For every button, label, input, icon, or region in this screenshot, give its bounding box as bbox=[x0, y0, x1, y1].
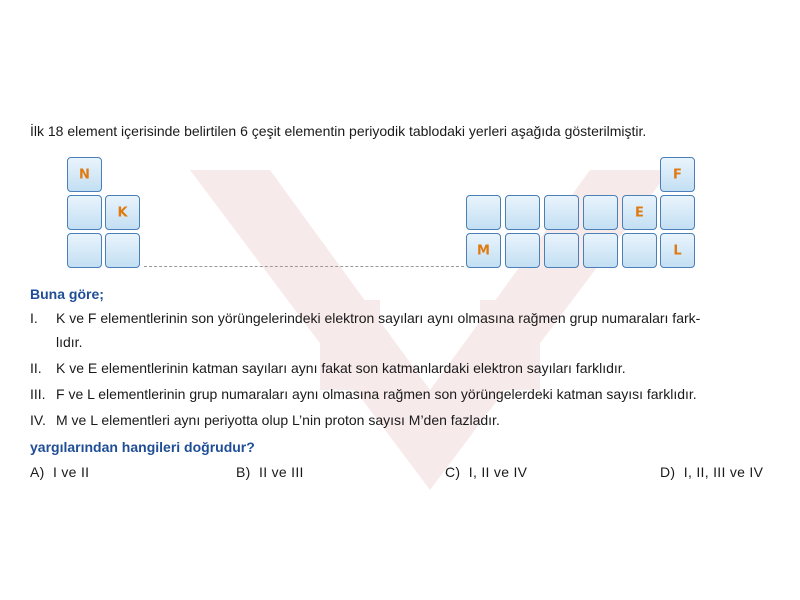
question-intro: İlk 18 element içerisinde belirtilen 6 çeşit elementin periyodik tablodaki yerleri aşağıda gösterilmiştir. bbox=[30, 123, 647, 139]
question-lead: Buna göre; bbox=[30, 286, 104, 302]
statement-number: I. bbox=[30, 310, 38, 326]
element-cell-f bbox=[660, 157, 695, 192]
option-letter: C) bbox=[445, 464, 461, 480]
element-symbol-l: L bbox=[673, 243, 682, 258]
element-cell bbox=[660, 195, 695, 230]
element-cell bbox=[583, 195, 618, 230]
element-cell bbox=[583, 233, 618, 268]
statement-2 bbox=[30, 360, 626, 376]
element-cell bbox=[67, 195, 102, 230]
element-symbol-k: K bbox=[117, 205, 128, 220]
element-cell bbox=[466, 195, 501, 230]
element-cell-l bbox=[660, 233, 695, 268]
element-cell bbox=[544, 233, 579, 268]
element-cell bbox=[67, 233, 102, 268]
statement-3 bbox=[30, 386, 697, 402]
element-cell-k bbox=[105, 195, 140, 230]
element-symbol-f: F bbox=[673, 167, 682, 182]
option-text: I ve II bbox=[53, 464, 90, 480]
option-text: I, II ve IV bbox=[468, 464, 528, 480]
element-cell bbox=[505, 195, 540, 230]
option-letter: B) bbox=[236, 464, 251, 480]
statement-text: K ve F elementlerinin son yörüngelerindeki elektron sayıları aynı olmasına rağmen grup numaraları fark- bbox=[56, 310, 701, 326]
element-cell-n bbox=[67, 157, 102, 192]
element-cell-e bbox=[622, 195, 657, 230]
element-cell bbox=[544, 195, 579, 230]
statement-1 bbox=[30, 310, 700, 326]
table-gap-dashed-line bbox=[144, 266, 464, 267]
option-letter: D) bbox=[660, 464, 676, 480]
element-cell bbox=[505, 233, 540, 268]
statement-number: III. bbox=[30, 386, 46, 402]
element-symbol-e: E bbox=[635, 205, 644, 220]
element-symbol-m: M bbox=[477, 243, 490, 258]
option-d[interactable] bbox=[660, 464, 763, 480]
option-c[interactable] bbox=[445, 464, 527, 480]
element-cell bbox=[622, 233, 657, 268]
option-b[interactable] bbox=[236, 464, 304, 480]
statement-text: K ve E elementlerinin katman sayıları aynı fakat son katmanlardaki elektron sayıları farklıdır. bbox=[56, 360, 626, 376]
question-prompt: yargılarından hangileri doğrudur? bbox=[30, 439, 255, 455]
element-cell bbox=[105, 233, 140, 268]
statement-4 bbox=[30, 412, 500, 428]
option-a[interactable] bbox=[30, 464, 89, 480]
option-text: II ve III bbox=[259, 464, 304, 480]
option-letter: A) bbox=[30, 464, 45, 480]
element-cell-m bbox=[466, 233, 501, 268]
element-symbol-n: N bbox=[79, 167, 90, 182]
option-text: I, II, III ve IV bbox=[683, 464, 764, 480]
statement-text: F ve L elementlerinin grup numaraları aynı olmasına rağmen son yörüngelerdeki katman sayısı farklıdır. bbox=[56, 386, 697, 402]
statement-number: IV. bbox=[30, 412, 46, 428]
statement-text: M ve L elementleri aynı periyotta olup L’nin proton sayısı M’den fazladır. bbox=[56, 412, 500, 428]
statement-number: II. bbox=[30, 360, 42, 376]
statement-1-continuation: lıdır. bbox=[56, 334, 83, 350]
